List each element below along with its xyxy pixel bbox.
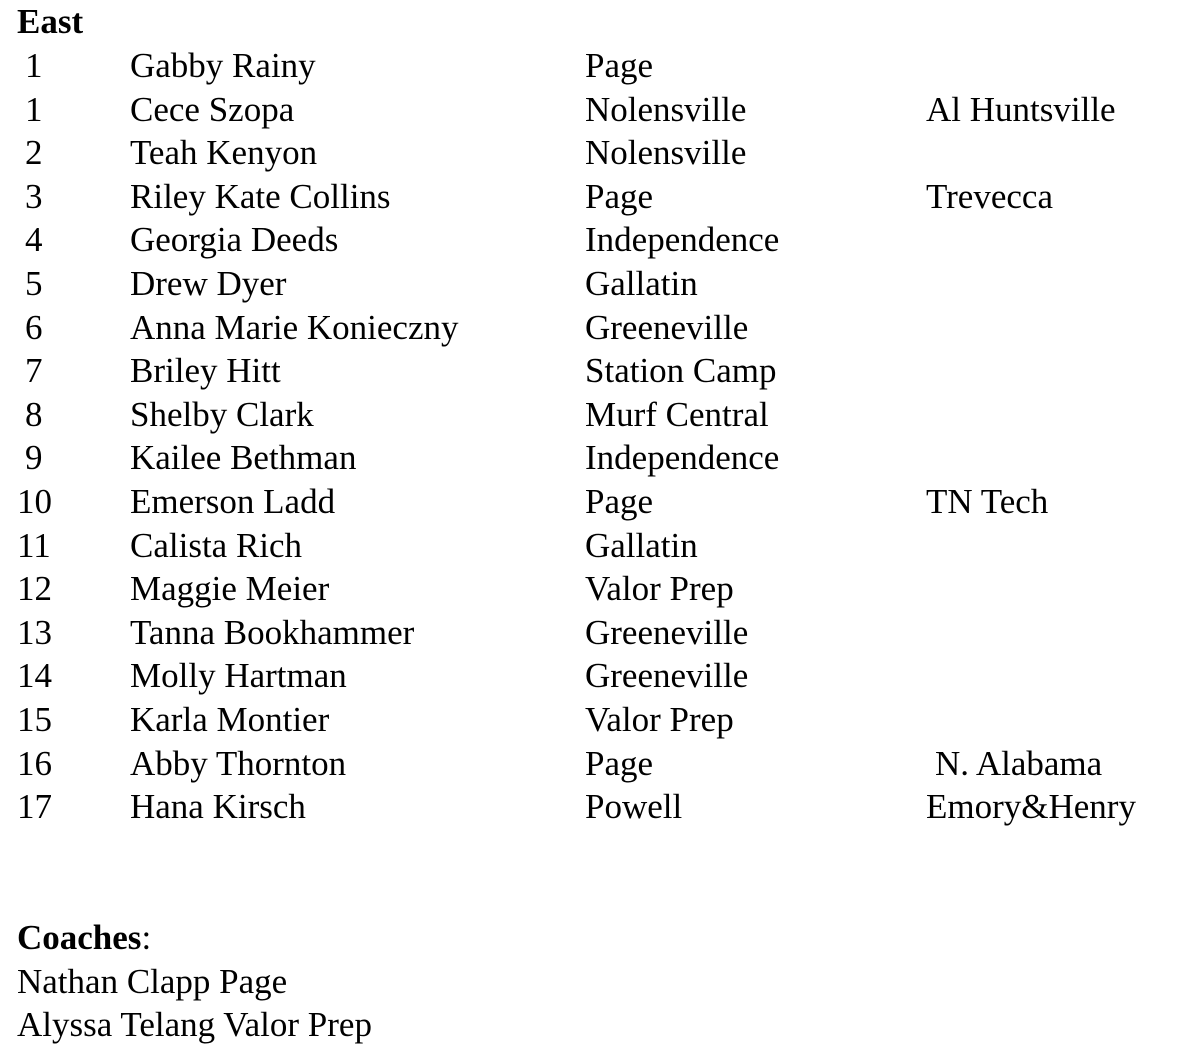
player-name: Abby Thornton bbox=[130, 743, 347, 783]
player-name: Emerson Ladd bbox=[130, 481, 336, 521]
jersey-number: 5 bbox=[25, 263, 43, 303]
player-name: Anna Marie Konieczny bbox=[130, 307, 459, 347]
coach-line: Alyssa Telang Valor Prep bbox=[17, 1005, 372, 1045]
player-name: Tanna Bookhammer bbox=[130, 612, 415, 652]
player-name: Calista Rich bbox=[130, 525, 303, 565]
player-name: Hana Kirsch bbox=[130, 787, 306, 827]
jersey-number: 16 bbox=[17, 743, 52, 783]
table-row bbox=[0, 785, 1200, 829]
table-row bbox=[0, 349, 1200, 393]
player-school: Nolensville bbox=[585, 133, 747, 173]
table-row bbox=[0, 218, 1200, 262]
player-school: Page bbox=[585, 743, 654, 783]
player-college: N. Alabama bbox=[935, 743, 1103, 783]
player-name: Gabby Rainy bbox=[130, 46, 316, 85]
coaches-colon: : bbox=[141, 918, 152, 957]
player-school: Page bbox=[585, 46, 654, 85]
jersey-number: 14 bbox=[17, 656, 52, 696]
roster-table bbox=[0, 44, 1200, 829]
player-school: Page bbox=[585, 481, 654, 521]
player-name: Riley Kate Collins bbox=[130, 176, 391, 216]
jersey-number: 12 bbox=[17, 569, 52, 609]
player-name: Briley Hitt bbox=[130, 351, 281, 391]
player-school: Nolensville bbox=[585, 89, 747, 129]
table-row bbox=[0, 611, 1200, 655]
jersey-number: 3 bbox=[25, 176, 43, 216]
player-college: Emory&Henry bbox=[926, 787, 1136, 827]
player-school: Valor Prep bbox=[585, 569, 734, 609]
jersey-number: 1 bbox=[25, 46, 43, 85]
coach-line: Nathan Clapp Page bbox=[17, 961, 288, 1001]
jersey-number: 13 bbox=[17, 612, 52, 652]
player-school: Station Camp bbox=[585, 351, 777, 391]
player-name: Cece Szopa bbox=[130, 89, 295, 129]
table-row bbox=[0, 44, 1200, 88]
player-school: Gallatin bbox=[585, 263, 698, 303]
jersey-number: 9 bbox=[25, 438, 43, 478]
player-college: Trevecca bbox=[926, 176, 1053, 216]
table-row bbox=[0, 567, 1200, 611]
table-row bbox=[0, 262, 1200, 306]
player-school: Page bbox=[585, 176, 654, 216]
jersey-number: 11 bbox=[17, 525, 51, 565]
jersey-number: 10 bbox=[17, 481, 52, 521]
player-school: Independence bbox=[585, 438, 780, 478]
table-row bbox=[0, 175, 1200, 219]
table-row bbox=[0, 131, 1200, 175]
table-row bbox=[0, 88, 1200, 132]
player-college: TN Tech bbox=[926, 481, 1049, 521]
player-college: Al Huntsville bbox=[926, 89, 1116, 129]
table-row bbox=[0, 480, 1200, 524]
jersey-number: 7 bbox=[25, 351, 43, 391]
table-row bbox=[0, 393, 1200, 437]
player-name: Kailee Bethman bbox=[130, 438, 357, 478]
jersey-number: 15 bbox=[17, 699, 52, 739]
player-name: Georgia Deeds bbox=[130, 220, 339, 260]
player-school: Murf Central bbox=[585, 394, 769, 434]
jersey-number: 4 bbox=[25, 220, 43, 260]
player-school: Powell bbox=[585, 787, 683, 827]
table-row bbox=[0, 742, 1200, 786]
player-name: Molly Hartman bbox=[130, 656, 347, 696]
jersey-number: 6 bbox=[25, 307, 43, 347]
jersey-number: 1 bbox=[25, 89, 43, 129]
player-school: Independence bbox=[585, 220, 780, 260]
region-heading: East bbox=[17, 2, 84, 41]
player-school: Greeneville bbox=[585, 612, 749, 652]
player-name: Shelby Clark bbox=[130, 394, 314, 434]
table-row bbox=[0, 698, 1200, 742]
player-school: Greeneville bbox=[585, 307, 749, 347]
table-row bbox=[0, 436, 1200, 480]
player-name: Karla Montier bbox=[130, 699, 330, 739]
coaches-section bbox=[17, 916, 372, 1047]
player-name: Maggie Meier bbox=[130, 569, 330, 609]
table-row bbox=[0, 654, 1200, 698]
jersey-number: 8 bbox=[25, 394, 43, 434]
player-school: Greeneville bbox=[585, 656, 749, 696]
player-name: Drew Dyer bbox=[130, 263, 287, 303]
player-school: Gallatin bbox=[585, 525, 698, 565]
coaches-heading bbox=[17, 916, 372, 960]
jersey-number: 17 bbox=[17, 787, 52, 827]
player-school: Valor Prep bbox=[585, 699, 734, 739]
table-row bbox=[0, 306, 1200, 350]
table-row bbox=[0, 524, 1200, 568]
jersey-number: 2 bbox=[25, 133, 43, 173]
player-name: Teah Kenyon bbox=[130, 133, 318, 173]
coaches-label: Coaches bbox=[17, 918, 142, 957]
